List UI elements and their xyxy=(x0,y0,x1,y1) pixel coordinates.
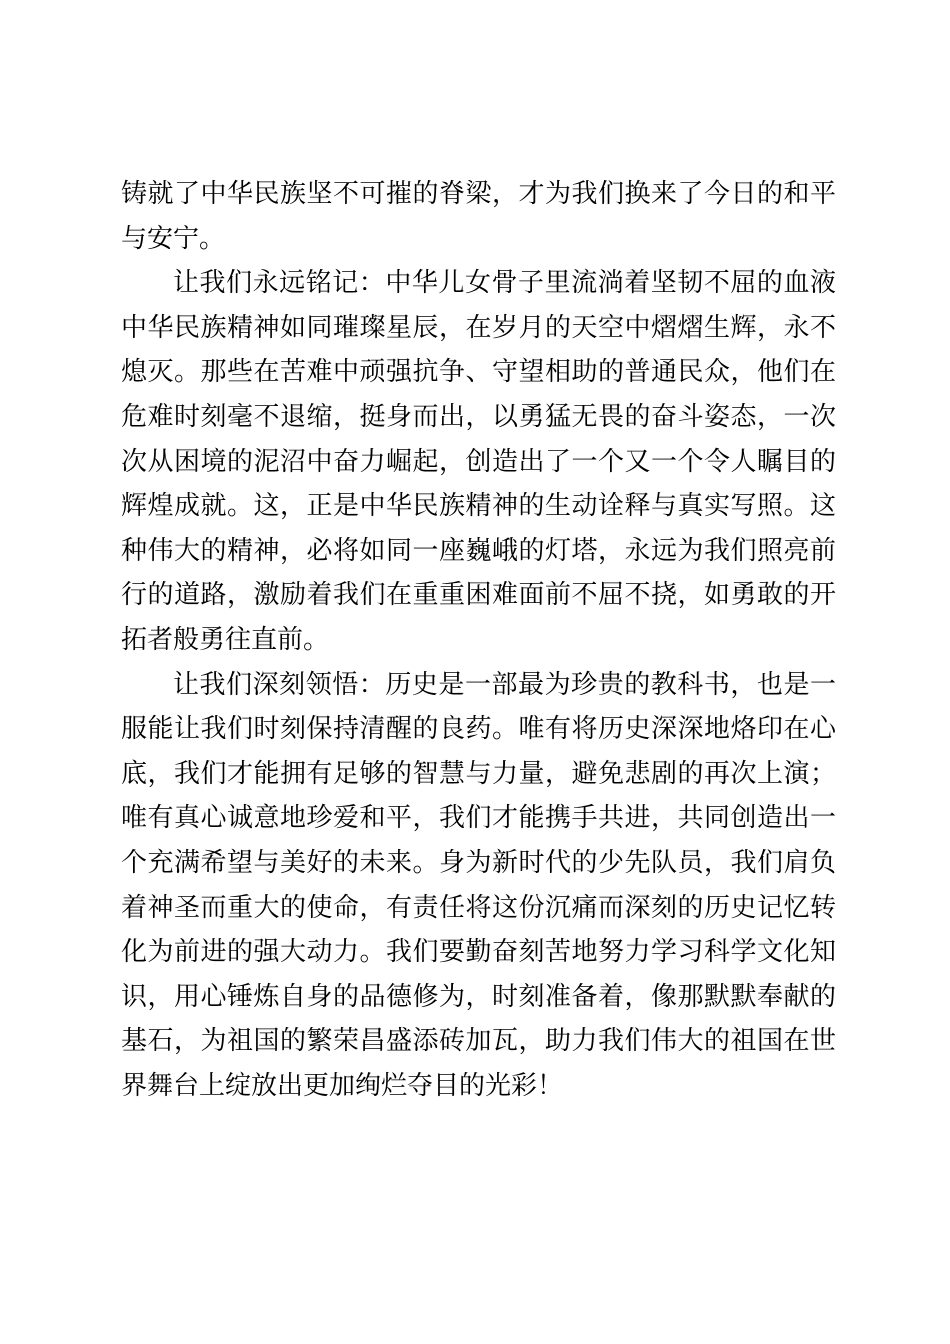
text-line: 唯有真心诚意地珍爱和平，我们才能携手共进，共同创造出一 xyxy=(121,803,836,834)
text-line: 化为前进的强大动力。我们要勤奋刻苦地努力学习科学文化知 xyxy=(121,937,836,968)
text-line: 次从困境的泥沼中奋力崛起，创造出了一个又一个令人瞩目的 xyxy=(121,446,836,477)
text-line: 熄灭。那些在苦难中顽强抗争、守望相助的普通民众，他们在 xyxy=(121,357,836,388)
text-line: 辉煌成就。这，正是中华民族精神的生动诠释与真实写照。这 xyxy=(121,491,836,522)
paragraph xyxy=(121,261,836,662)
text-line: 底，我们才能拥有足够的智慧与力量，避免悲剧的再次上演； xyxy=(121,758,836,789)
paragraph xyxy=(121,172,836,261)
text-line: 危难时刻毫不退缩，挺身而出，以勇猛无畏的奋斗姿态，一次 xyxy=(121,401,836,432)
text-line: 拓者般勇往直前。 xyxy=(121,624,330,655)
text-line: 服能让我们时刻保持清醒的良药。唯有将历史深深地烙印在心 xyxy=(121,714,836,745)
paragraph xyxy=(121,663,836,1109)
text-line: 中华民族精神如同璀璨星辰，在岁月的天空中熠熠生辉，永不 xyxy=(121,312,836,343)
text-line: 行的道路，激励着我们在重重困难面前不屈不挠，如勇敢的开 xyxy=(121,580,836,611)
text-line: 与安宁。 xyxy=(121,223,226,254)
text-line: 让我们深刻领悟：历史是一部最为珍贵的教科书，也是一 xyxy=(173,669,836,700)
text-line: 界舞台上绽放出更加绚烂夺目的光彩！ xyxy=(121,1070,564,1101)
text-line: 让我们永远铭记：中华儿女骨子里流淌着坚韧不屈的血液 xyxy=(173,268,836,299)
text-line: 铸就了中华民族坚不可摧的脊梁，才为我们换来了今日的和平 xyxy=(121,179,836,209)
body-text xyxy=(121,172,836,1108)
text-line: 识，用心锤炼自身的品德修为，时刻准备着，像那默默奉献的 xyxy=(121,981,836,1012)
text-line: 着神圣而重大的使命，有责任将这份沉痛而深刻的历史记忆转 xyxy=(121,892,836,923)
text-line: 个充满希望与美好的未来。身为新时代的少先队员，我们肩负 xyxy=(121,847,836,878)
text-line: 基石，为祖国的繁荣昌盛添砖加瓦，助力我们伟大的祖国在世 xyxy=(121,1026,836,1057)
text-line: 种伟大的精神，必将如同一座巍峨的灯塔，永远为我们照亮前 xyxy=(121,535,836,566)
